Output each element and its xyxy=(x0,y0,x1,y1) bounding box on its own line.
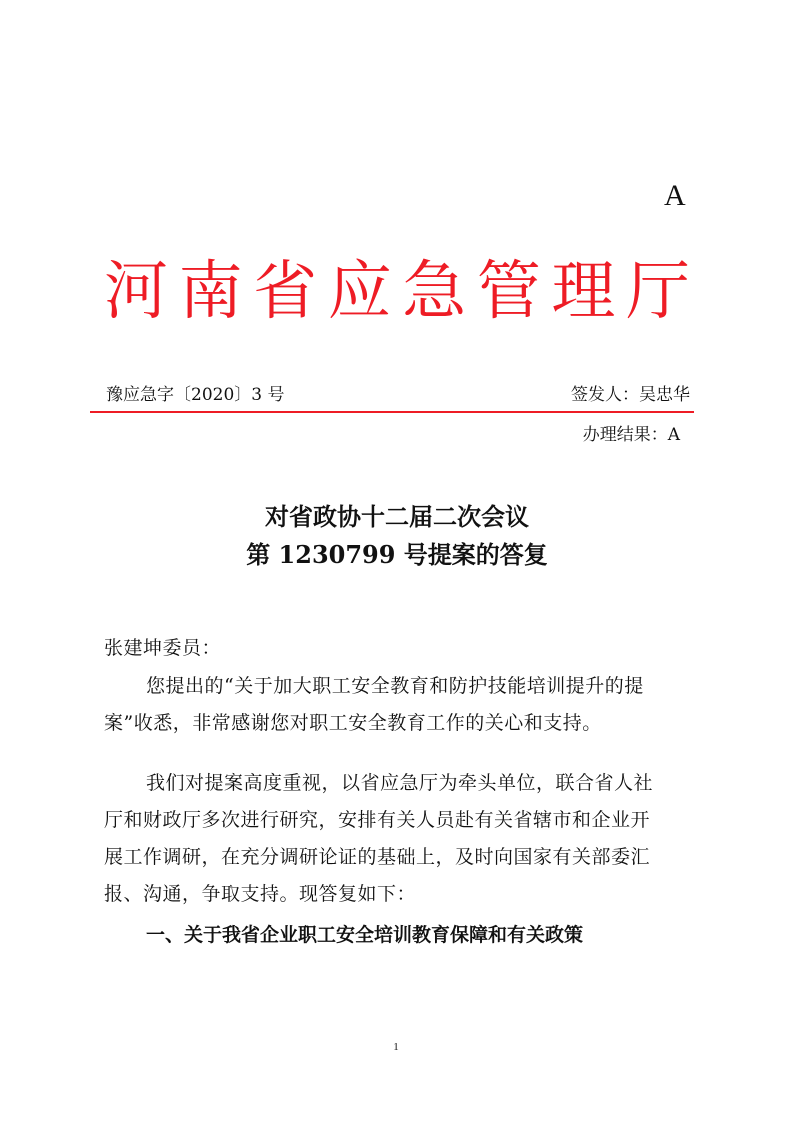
paragraph-2-line: 报、沟通，争取支持。现答复如下： xyxy=(104,883,417,905)
document-title-line-2: 第 1230799 号提案的答复 xyxy=(246,540,548,569)
paragraph-2-line: 厅和财政厅多次进行研究，安排有关人员赴有关省辖市和企业开 xyxy=(104,809,651,831)
section-heading-1: 一、关于我省企业职工安全培训教育保障和有关政策 xyxy=(146,924,584,946)
handling-result: 办理结果：A xyxy=(582,425,680,445)
page-number: 1 xyxy=(393,1041,399,1053)
salutation: 张建坤委员： xyxy=(104,637,222,659)
signer: 签发人：吴忠华 xyxy=(571,385,690,405)
paragraph-2-line: 我们对提案高度重视，以省应急厅为牵头单位，联合省人社 xyxy=(146,772,654,794)
document-number: 豫应急字〔2020〕3 号 xyxy=(106,385,285,405)
paragraph-2-line: 展工作调研，在充分调研论证的基础上，及时向国家有关部委汇 xyxy=(104,846,651,868)
document-title xyxy=(106,498,688,574)
letterhead-divider xyxy=(90,411,694,413)
paragraph-1-line: 您提出的“关于加大职工安全教育和防护技能培训提升的提 xyxy=(146,675,644,697)
grade-mark: A xyxy=(664,179,686,212)
paragraph-2 xyxy=(104,765,690,913)
paragraph-1 xyxy=(104,668,690,742)
document-title-line-1: 对省政协十二届二次会议 xyxy=(265,502,529,531)
paragraph-1-line: 案”收悉，非常感谢您对职工安全教育工作的关心和支持。 xyxy=(104,712,602,734)
org-name-letterhead: 河南省应急管理厅 xyxy=(104,255,692,329)
